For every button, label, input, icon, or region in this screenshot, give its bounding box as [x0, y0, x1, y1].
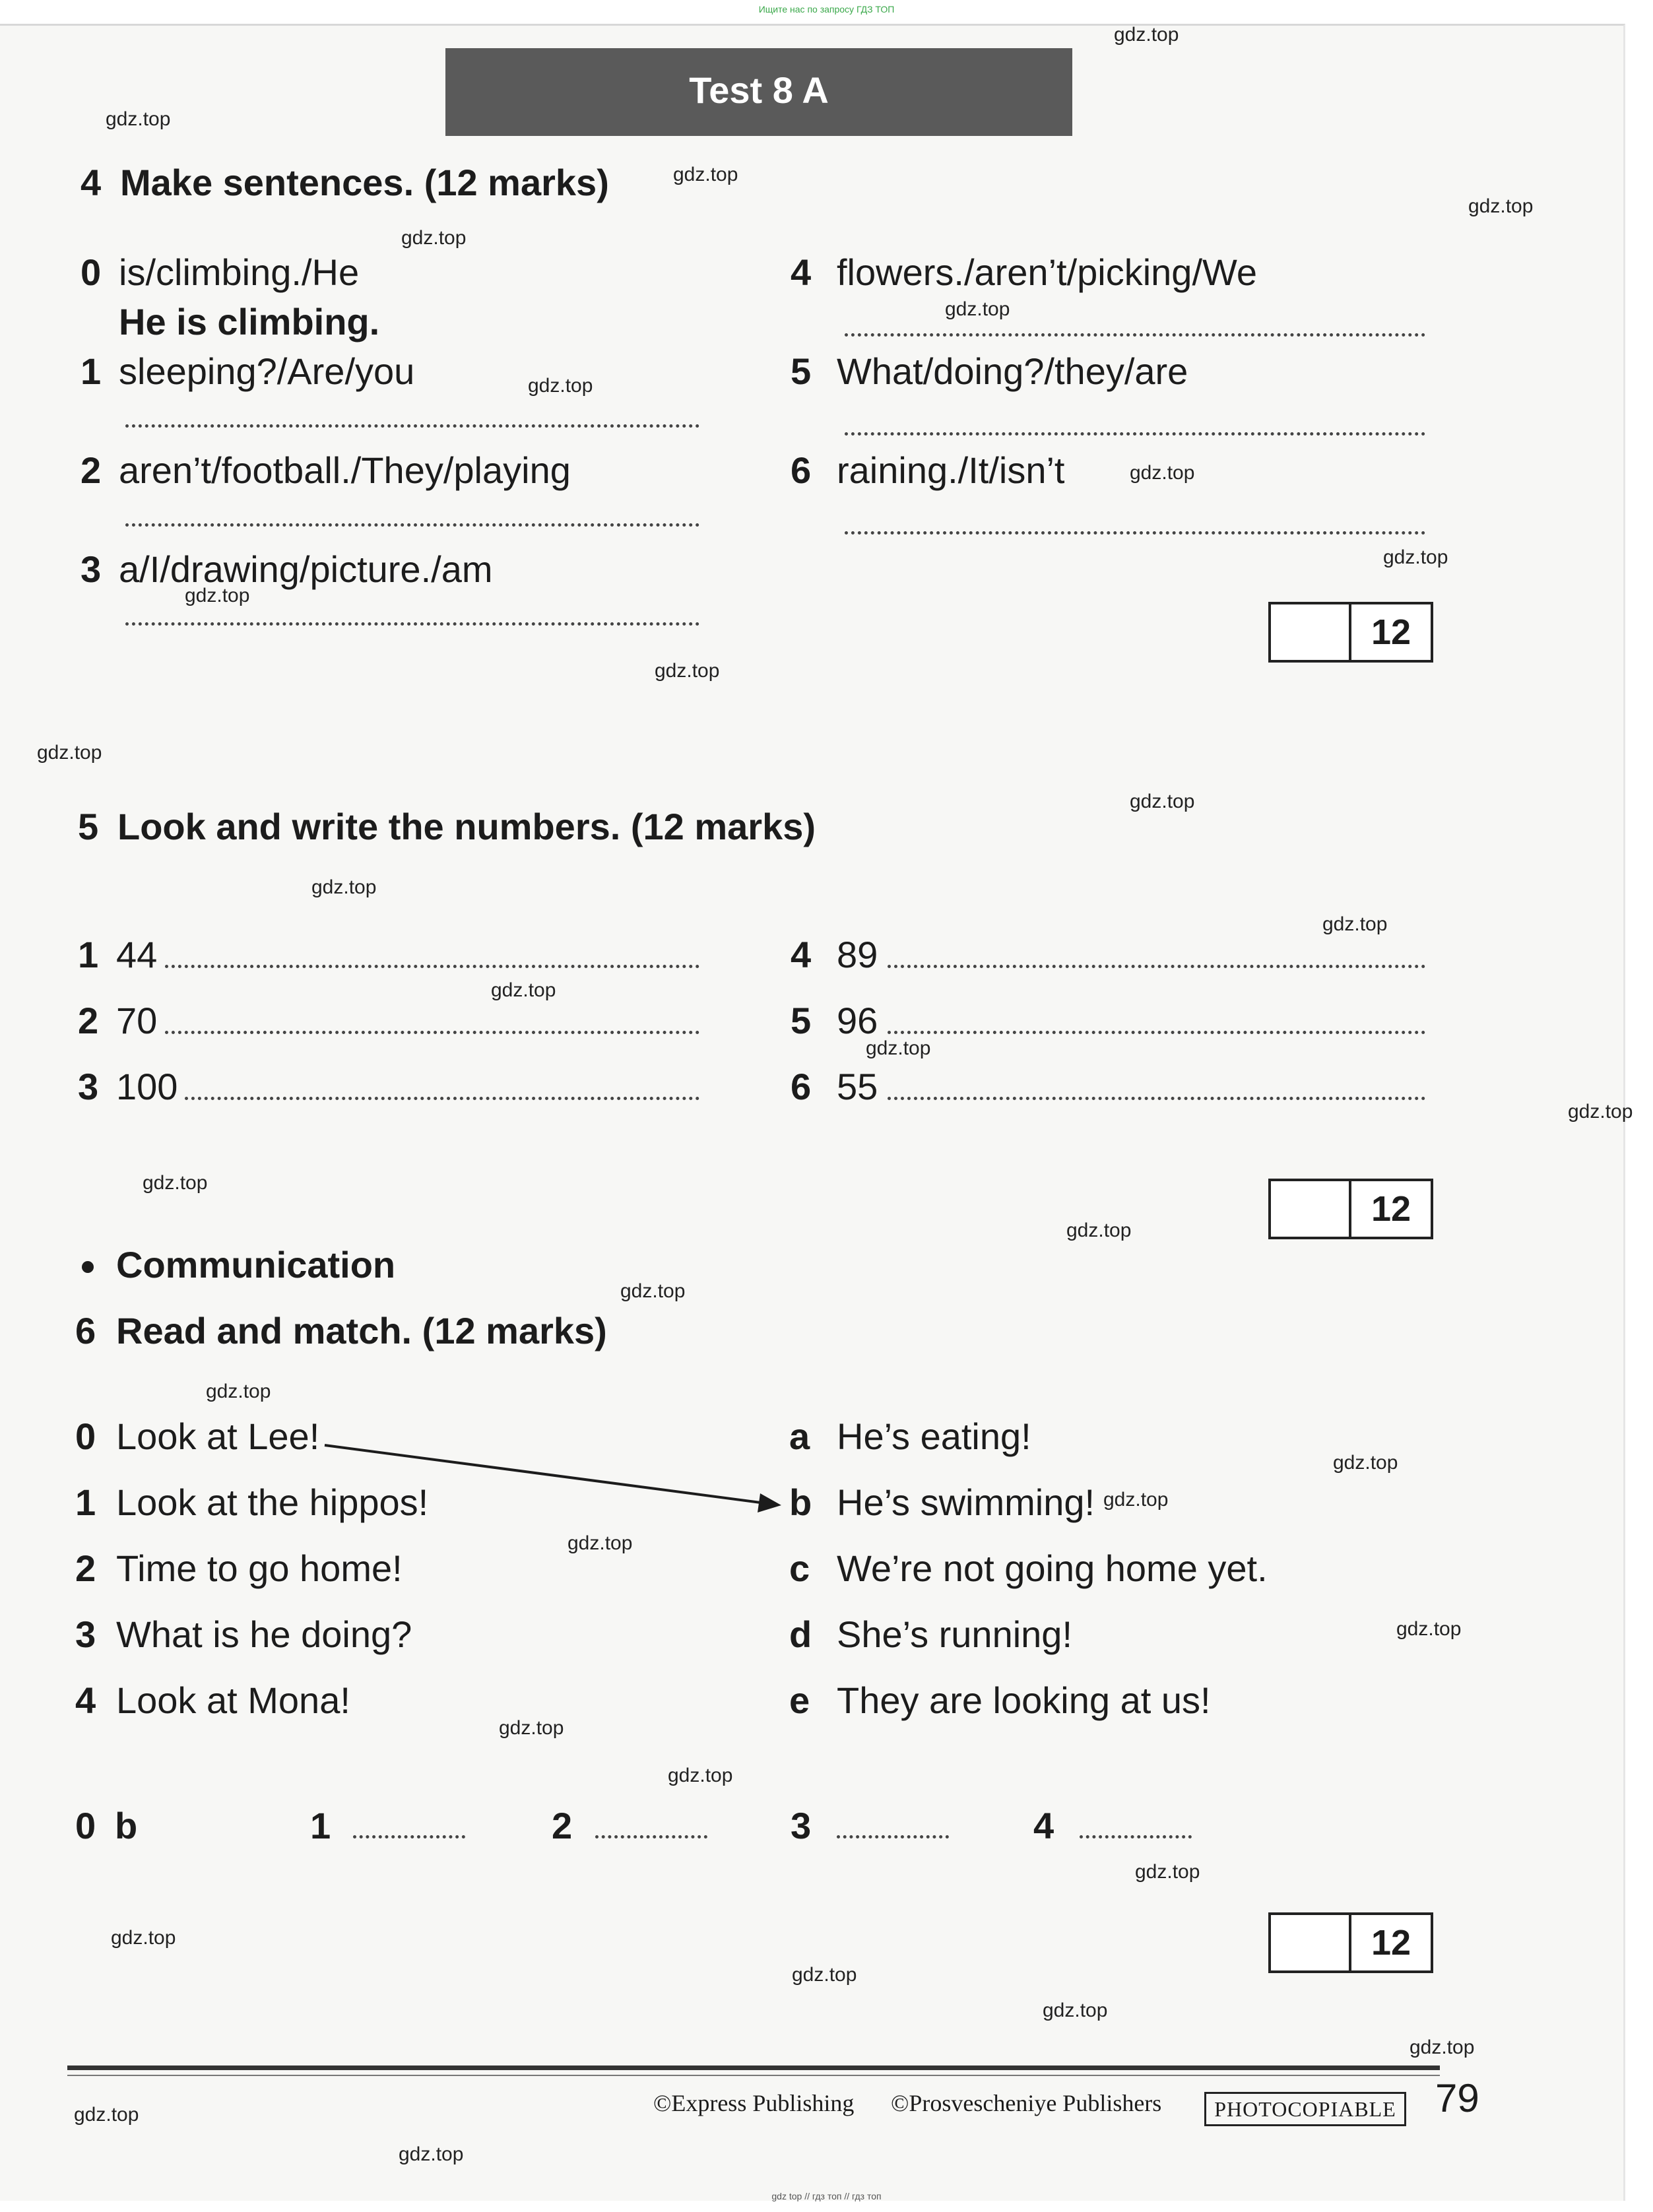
s6-left-text: Look at Lee!	[116, 1415, 320, 1457]
watermark: gdz.top	[311, 876, 377, 898]
watermark: gdz.top	[1114, 24, 1179, 46]
s6-right-letter: c	[789, 1547, 810, 1589]
watermark: gdz.top	[106, 108, 171, 130]
s6-answer-number: 1	[310, 1805, 331, 1846]
s4-item-text: flowers./aren’t/picking/We	[837, 251, 1257, 293]
s6-answer-number: 0	[75, 1805, 96, 1846]
answer-line[interactable]	[1080, 1835, 1192, 1838]
s6-right-letter: a	[789, 1415, 810, 1457]
watermark: gdz.top	[1103, 1489, 1169, 1511]
s4-item-number: 1	[81, 350, 102, 392]
score-input-cell[interactable]	[1271, 1915, 1351, 1970]
bottom-note: gdz top // гдз топ // гдз топ	[771, 2191, 882, 2201]
s4-item-number: 6	[791, 449, 812, 491]
answer-line[interactable]	[595, 1835, 707, 1838]
photocopiable-badge: PHOTOCOPIABLE	[1204, 2092, 1406, 2126]
s6-right-letter: b	[789, 1481, 812, 1523]
watermark: gdz.top	[1322, 913, 1388, 935]
watermark: gdz.top	[401, 227, 467, 249]
communication-heading: Communication	[116, 1244, 396, 1285]
section4-number: 4	[81, 162, 102, 203]
s6-right-text: He’s swimming!	[837, 1481, 1095, 1523]
s5-item-number: 6	[791, 1066, 812, 1107]
answer-line[interactable]	[353, 1835, 465, 1838]
s6-answer-value: b	[115, 1805, 138, 1846]
answer-line[interactable]	[837, 1835, 949, 1838]
s4-item-text: is/climbing./He	[119, 251, 360, 293]
watermark: gdz.top	[1130, 791, 1195, 812]
s4-item-number: 5	[791, 350, 812, 392]
watermark: gdz.top	[792, 1964, 857, 1986]
s4-item-text: sleeping?/Are/you	[119, 350, 415, 392]
s6-answer-number: 2	[552, 1805, 573, 1846]
watermark: gdz.top	[866, 1037, 931, 1059]
section5-heading: Look and write the numbers. (12 marks)	[117, 806, 816, 847]
score-max: 12	[1371, 612, 1411, 652]
publisher-credit: ©Express Publishing	[653, 2090, 855, 2116]
s6-right-text: We’re not going home yet.	[837, 1547, 1268, 1589]
watermark: gdz.top	[620, 1280, 686, 1302]
page-title: Test 8 A	[445, 48, 1072, 136]
s4-item-number: 3	[81, 548, 102, 590]
s4-example-answer: He is climbing.	[119, 301, 380, 342]
watermark: gdz.top	[1396, 1618, 1462, 1640]
score-max: 12	[1371, 1923, 1411, 1963]
s4-item-number: 0	[81, 251, 102, 293]
watermark: gdz.top	[668, 1765, 733, 1786]
s5-item-number: 4	[791, 934, 812, 975]
watermark: gdz.top	[1043, 2000, 1108, 2021]
watermark: gdz.top	[1468, 195, 1534, 217]
s5-item-number: 3	[78, 1066, 99, 1107]
watermark: gdz.top	[1568, 1101, 1633, 1122]
watermark: gdz.top	[499, 1717, 564, 1739]
s5-item-value: 96	[837, 1000, 878, 1041]
watermark: gdz.top	[111, 1927, 176, 1949]
s6-right-letter: d	[789, 1613, 812, 1655]
section6-heading: Read and match. (12 marks)	[116, 1310, 607, 1351]
s6-answer-number: 3	[791, 1805, 812, 1846]
s6-right-text: They are looking at us!	[837, 1679, 1211, 1721]
watermark: gdz.top	[567, 1532, 633, 1554]
s6-left-number: 1	[75, 1481, 96, 1523]
s5-item-value: 55	[837, 1066, 878, 1107]
section5-number: 5	[78, 806, 99, 847]
s4-item-text: What/doing?/they/are	[837, 350, 1188, 392]
footer-rule-thin	[67, 2075, 1440, 2076]
s6-right-letter: e	[789, 1679, 810, 1721]
watermark: gdz.top	[74, 2104, 139, 2126]
s5-item-value: 70	[116, 1000, 158, 1041]
s5-item-value: 89	[837, 934, 878, 975]
s6-left-number: 3	[75, 1613, 96, 1655]
s6-left-number: 2	[75, 1547, 96, 1589]
watermark: gdz.top	[673, 164, 738, 185]
watermark: gdz.top	[655, 660, 720, 682]
watermark: gdz.top	[528, 375, 593, 397]
s6-answer-number: 4	[1033, 1805, 1054, 1846]
s4-item-text: raining./It/isn’t	[837, 449, 1065, 491]
watermark: gdz.top	[1135, 1861, 1200, 1883]
publisher-credit: ©Prosvescheniye Publishers	[891, 2090, 1162, 2116]
score-box	[1268, 1912, 1433, 1973]
s6-left-number: 4	[75, 1679, 96, 1721]
s5-item-value: 44	[116, 934, 158, 975]
s5-item-number: 2	[78, 1000, 99, 1041]
s6-left-text: Look at Mona!	[116, 1679, 350, 1721]
section4-heading: Make sentences. (12 marks)	[120, 162, 609, 203]
top-note: Ищите нас по запросу ГДЗ ТОП	[758, 4, 895, 15]
watermark: gdz.top	[1383, 546, 1448, 568]
watermark: gdz.top	[1333, 1452, 1398, 1474]
watermark: gdz.top	[945, 298, 1010, 320]
s5-item-number: 1	[78, 934, 99, 975]
s6-left-text: What is he doing?	[116, 1613, 412, 1655]
s6-left-text: Look at the hippos!	[116, 1481, 429, 1523]
watermark: gdz.top	[1130, 462, 1195, 484]
s6-right-text: He’s eating!	[837, 1415, 1031, 1457]
page-number: 79	[1435, 2076, 1479, 2120]
s6-left-text: Time to go home!	[116, 1547, 403, 1589]
watermark: gdz.top	[185, 585, 250, 606]
watermark: gdz.top	[37, 742, 102, 764]
s4-item-text: aren’t/football./They/playing	[119, 449, 571, 491]
s4-item-text: a/I/drawing/picture./am	[119, 548, 493, 590]
section6-number: 6	[75, 1310, 96, 1351]
s4-item-number: 2	[81, 449, 102, 491]
s5-item-value: 100	[116, 1066, 178, 1107]
s5-item-number: 5	[791, 1000, 812, 1041]
footer-rule	[67, 2066, 1440, 2070]
score-max: 12	[1371, 1189, 1411, 1229]
watermark: gdz.top	[1066, 1220, 1132, 1241]
watermark: gdz.top	[1410, 2036, 1475, 2058]
s6-right-text: She’s running!	[837, 1613, 1072, 1655]
watermark: gdz.top	[206, 1381, 271, 1402]
watermark: gdz.top	[491, 979, 556, 1001]
s4-item-number: 4	[791, 251, 812, 293]
s6-left-number: 0	[75, 1415, 96, 1457]
watermark: gdz.top	[399, 2143, 464, 2165]
watermark: gdz.top	[143, 1172, 208, 1194]
